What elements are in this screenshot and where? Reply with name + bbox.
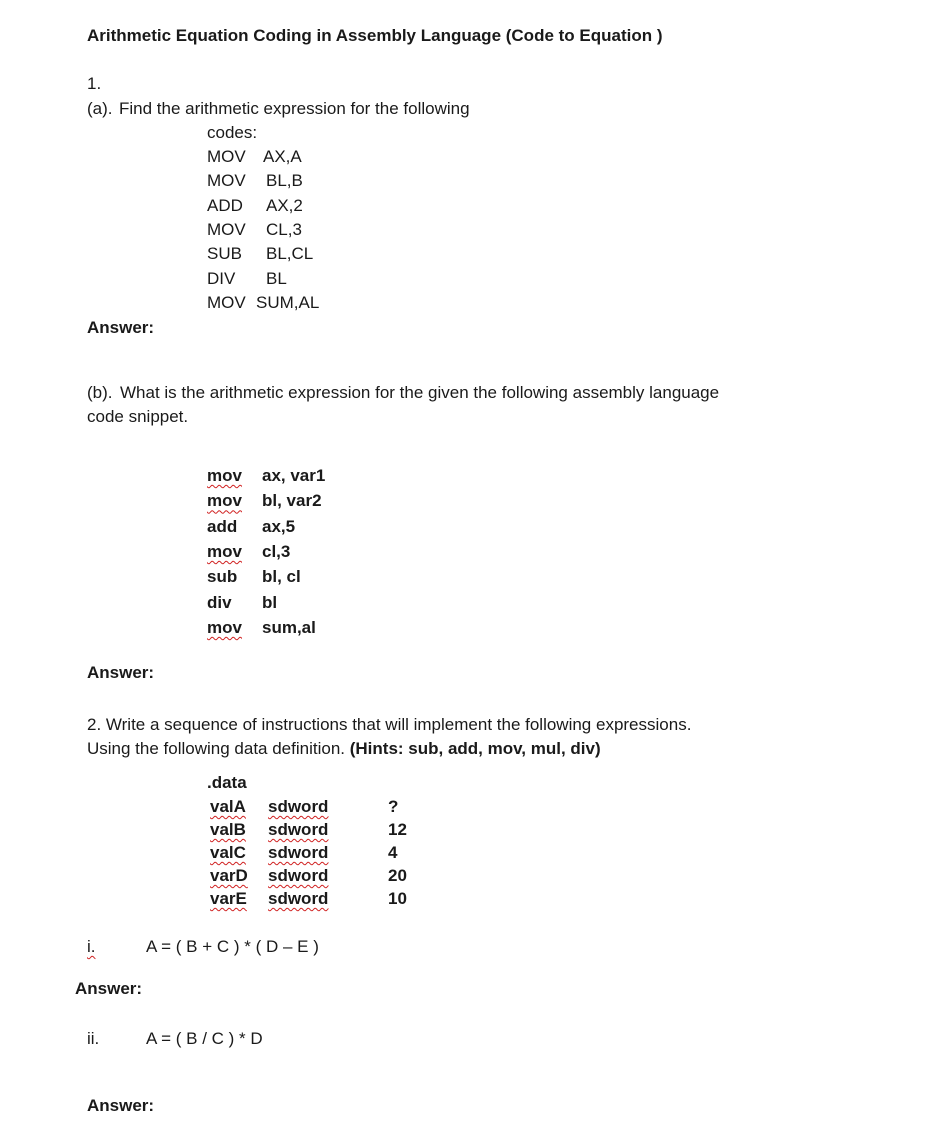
- code-1a-arg: AX,2: [266, 195, 303, 215]
- answer-1a-label: Answer:: [87, 318, 155, 337]
- code-1a-arg: CL,3: [266, 219, 302, 239]
- data-var-value: 20: [388, 866, 407, 885]
- data-var-type: sdword: [268, 820, 329, 839]
- code-1b-op: add: [207, 516, 238, 536]
- code-1a-arg: AX,A: [263, 147, 302, 166]
- answer-ii-label: Answer:: [87, 1096, 155, 1115]
- code-1b-arg: bl: [262, 592, 278, 612]
- code-1b-op: mov: [207, 541, 242, 561]
- code-1a-op: ADD: [207, 195, 243, 215]
- question-1a-label: (a).: [87, 99, 113, 118]
- question-1-number: 1.: [87, 74, 102, 93]
- data-var-type: sdword: [268, 843, 329, 862]
- data-var-name: valC: [210, 843, 246, 862]
- part-i-expression: A = ( B + C ) * ( D – E ): [146, 937, 319, 956]
- code-1b-op: mov: [207, 491, 242, 511]
- answer-1b-label: Answer:: [87, 663, 155, 682]
- code-1b-arg: ax, var1: [262, 466, 326, 485]
- data-var-value: 12: [388, 820, 407, 839]
- code-1a-arg: BL,B: [266, 171, 303, 191]
- data-var-type: sdword: [268, 866, 329, 885]
- question-1b-text: What is the arithmetic expression for the given the following assembly language: [120, 383, 720, 402]
- data-section-header: .data: [207, 773, 247, 792]
- question-2-data-text: Using the following data definition.: [87, 739, 350, 758]
- code-1a-op: SUB: [207, 244, 242, 264]
- part-ii-expression: A = ( B / C ) * D: [146, 1029, 263, 1048]
- data-var-name: varE: [210, 889, 247, 908]
- question-1a-text: Find the arithmetic expression for the following: [119, 99, 470, 118]
- code-1b-arg: bl, cl: [262, 567, 301, 587]
- data-var-value: ?: [388, 797, 399, 816]
- part-i-label: i.: [87, 937, 96, 956]
- answer-i-label: Answer:: [75, 979, 143, 998]
- code-1a-arg: BL: [266, 268, 287, 288]
- question-2-hints: (Hints: sub, add, mov, mul, div): [349, 739, 601, 758]
- data-var-type: sdword: [268, 797, 329, 816]
- part-ii-label: ii.: [87, 1029, 100, 1048]
- question-2-text: 2. Write a sequence of instructions that will implement the following expressions.: [87, 715, 692, 734]
- data-var-value: 4: [388, 843, 398, 862]
- question-1a-sub: codes:: [207, 123, 258, 142]
- code-1b-op: div: [207, 592, 232, 612]
- code-1b-op: sub: [207, 567, 238, 587]
- code-1a-arg: BL,CL: [266, 244, 314, 264]
- code-1b-op: mov: [207, 617, 242, 637]
- page-title: Arithmetic Equation Coding in Assembly Language (Code to Equation ): [87, 26, 663, 45]
- code-1b-arg: cl,3: [262, 541, 291, 561]
- question-1b-label: (b).: [87, 383, 113, 402]
- code-1a-op: MOV: [207, 292, 246, 312]
- code-1a-op: MOV: [207, 171, 246, 191]
- code-1b-op: mov: [207, 466, 242, 485]
- data-var-name: valA: [210, 797, 246, 816]
- code-1a-arg: SUM,AL: [256, 292, 320, 312]
- code-1b-arg: bl, var2: [262, 491, 322, 511]
- data-var-type: sdword: [268, 889, 329, 908]
- question-1b-text-cont: code snippet.: [87, 407, 189, 426]
- question-2-text-cont: [87, 739, 601, 759]
- data-var-value: 10: [388, 889, 407, 908]
- data-var-name: valB: [210, 820, 246, 839]
- code-1b-arg: ax,5: [262, 516, 296, 536]
- code-1a-op: MOV: [207, 219, 246, 239]
- data-var-name: varD: [210, 866, 248, 885]
- code-1a-op: DIV: [207, 268, 236, 288]
- code-1b-arg: sum,al: [262, 617, 316, 637]
- code-1a-op: MOV: [207, 147, 246, 166]
